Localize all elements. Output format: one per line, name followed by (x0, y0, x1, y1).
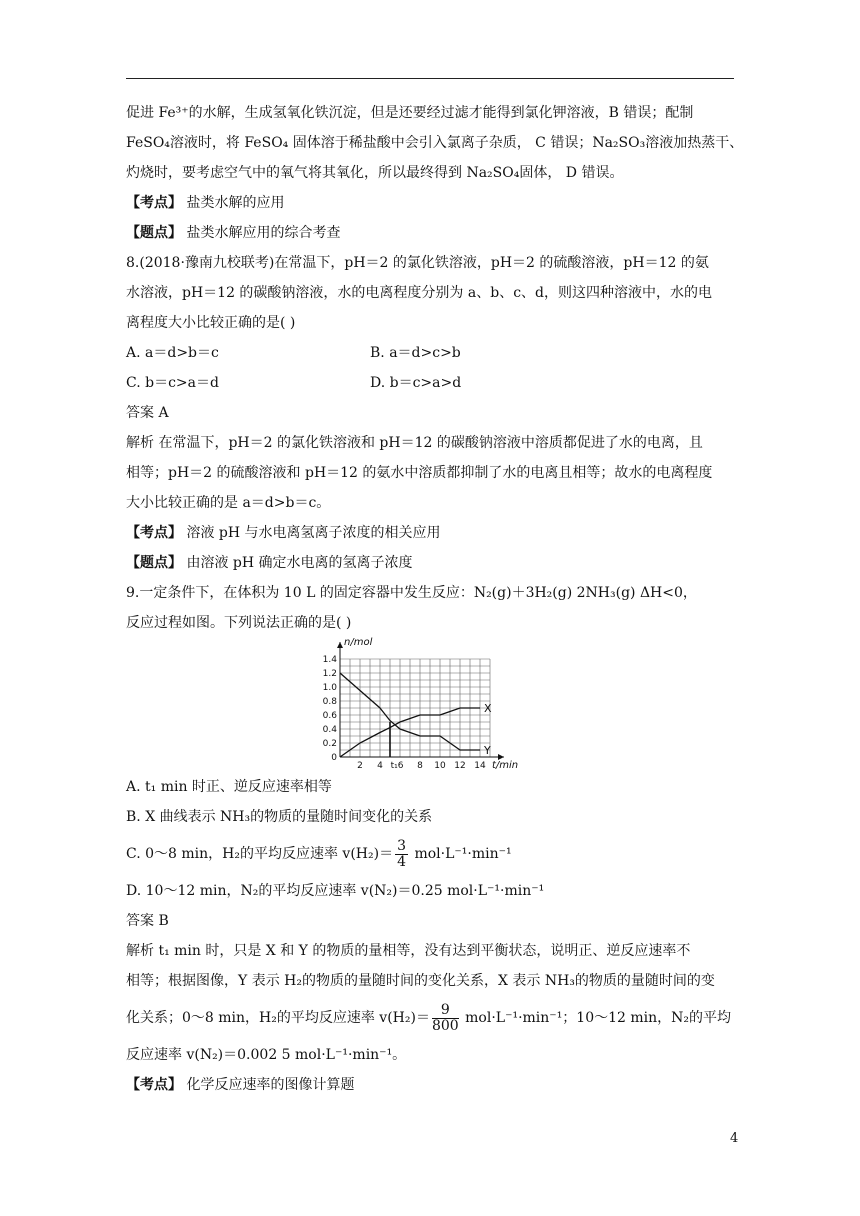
x-axis-label: t/min (492, 760, 519, 770)
q7-tidian (126, 218, 736, 248)
series-label-x: X (484, 702, 492, 715)
y-tick-label: 0.8 (322, 697, 337, 707)
y-tick-label: 1.2 (322, 669, 337, 679)
page-number: 4 (730, 1131, 739, 1146)
q9-option-c-unit: mol·L⁻¹·min⁻¹ (410, 846, 512, 862)
q9-option-c (126, 832, 736, 876)
fraction-numerator: 3 (397, 837, 406, 854)
text-line: 促进 Fe³⁺的水解，生成氢氧化铁沉淀，但是还要经过滤才能得到氯化钾溶液，B 错误；配制 (126, 105, 694, 121)
kaodian-label: 【考点】 (126, 525, 182, 541)
q8-option-b: B. a＝d>c>b (370, 345, 461, 361)
y-axis-label: n/mol (344, 637, 373, 648)
tidian-label: 【题点】 (126, 555, 182, 571)
header-rule (126, 78, 734, 79)
tidian-text: 由溶液 pH 确定水电离的氢离子浓度 (186, 555, 413, 571)
kaodian-label: 【考点】 (126, 1077, 182, 1093)
x-tick-label: 14 (474, 761, 486, 770)
reaction-chart-svg (316, 636, 536, 770)
fraction (432, 1003, 459, 1034)
y-tick-label: 1.4 (322, 655, 337, 665)
fraction-denominator: 800 (431, 1017, 459, 1034)
q8-explanation: 相等；pH＝2 的硫酸溶液和 pH＝12 的氨水中溶质都抑制了水的电离且相等；故水的电离程度 (126, 465, 713, 481)
q8-option-a: A. a＝d>b＝c (126, 345, 219, 361)
tidian-text: 盐类水解应用的综合考查 (186, 225, 341, 241)
q8-option-c: C. b＝c>a＝d (126, 375, 219, 391)
q9-explanation: 相等；根据图像，Y 表示 H₂的物质的量随时间的变化关系，X 表示 NH₃的物质的量随时间的变 (126, 973, 715, 989)
y-tick-label: 0.4 (322, 725, 337, 735)
q9-exp-prefix: 化关系；0～8 min，H₂的平均反应速率 v(H₂)＝ (126, 1010, 430, 1026)
q9-option-b: B. X 曲线表示 NH₃的物质的量随时间变化的关系 (126, 809, 433, 825)
q9-exp-suffix: mol·L⁻¹·min⁻¹；10～12 min，N₂的平均 (460, 1010, 732, 1026)
y-tick-label: 1.0 (322, 683, 337, 693)
q7-kaodian (126, 188, 736, 218)
fraction-denominator: 4 (397, 853, 406, 870)
q9-option-a: A. t₁ min 时正、逆反应速率相等 (126, 779, 332, 795)
x-tick-label: 2 (357, 761, 363, 770)
q9-option-c-prefix: C. 0～8 min，H₂的平均反应速率 v(H₂)＝ (126, 846, 394, 862)
q8-explanation: 解析 在常温下，pH＝2 的氯化铁溶液和 pH＝12 的碳酸钠溶液中溶质都促进了水的电离，且 (126, 435, 703, 451)
x-tick-label: 12 (454, 761, 466, 770)
y-tick-label: 0.2 (322, 739, 337, 749)
text-line: FeSO₄溶液时，将 FeSO₄ 固体溶于稀盐酸中会引入氯离子杂质， C 错误；Na₂SO₃溶液加热蒸干、 (126, 135, 744, 151)
question-9-stem: 反应过程如图。下列说法正确的是( ) (126, 615, 352, 631)
q9-option-d: D. 10～12 min，N₂的平均反应速率 v(N₂)＝0.25 mol·L⁻¹·min⁻¹ (126, 883, 545, 899)
fraction-numerator: 9 (432, 1003, 459, 1019)
kaodian-text: 溶液 pH 与水电离氢离子浓度的相关应用 (186, 525, 441, 541)
question-8-stem: 8.(2018·豫南九校联考)在常温下，pH＝2 的氯化铁溶液，pH＝2 的硫酸溶液，pH＝12 的氨 (126, 255, 709, 271)
question-8-stem: 离程度大小比较正确的是( ) (126, 315, 296, 331)
x-tick-label: 10 (434, 761, 446, 770)
kaodian-text: 盐类水解的应用 (186, 195, 285, 211)
reaction-chart (126, 638, 736, 772)
question-8-stem: 水溶液，pH＝12 的碳酸钠溶液，水的电离程度分别为 a、b、c、d，则这四种溶液中，水的电 (126, 285, 712, 301)
x-tick-label: 4 (377, 761, 383, 770)
y-axis-arrow (337, 642, 343, 648)
question-9-stem: 9.一定条件下，在体积为 10 L 的固定容器中发生反应：N₂(g)＋3H₂(g) 2NH₃(g) ΔH<0， (126, 585, 697, 601)
text-line: 灼烧时，要考虑空气中的氧气将其氧化，所以最终得到 Na₂SO₄固体， D 错误。 (126, 165, 624, 181)
q8-options-row (126, 368, 736, 398)
y-tick-label: 0 (331, 753, 337, 763)
q9-kaodian (126, 1070, 736, 1100)
q9-explanation: 解析 t₁ min 时，只是 X 和 Y 的物质的量相等，没有达到平衡状态，说明正、逆反应速率不 (126, 943, 691, 959)
x-tick-label: t₁6 (390, 761, 404, 770)
q8-answer: 答案 A (126, 405, 169, 421)
q8-explanation: 大小比较正确的是 a＝d>b＝c。 (126, 495, 331, 511)
q8-tidian (126, 548, 736, 578)
q8-kaodian (126, 518, 736, 548)
y-tick-label: 0.6 (322, 711, 337, 721)
q9-answer: 答案 B (126, 913, 169, 929)
page-content (126, 98, 744, 1100)
fraction (395, 839, 408, 870)
q9-explanation (126, 996, 736, 1040)
q8-options-row (126, 338, 736, 368)
x-tick-label: 8 (417, 761, 423, 770)
tidian-label: 【题点】 (126, 225, 182, 241)
q9-explanation: 反应速率 v(N₂)＝0.002 5 mol·L⁻¹·min⁻¹。 (126, 1047, 407, 1063)
kaodian-label: 【考点】 (126, 195, 182, 211)
kaodian-text: 化学反应速率的图像计算题 (186, 1077, 355, 1093)
q8-option-d: D. b＝c>a>d (370, 375, 462, 391)
series-label-y: Y (484, 744, 491, 757)
